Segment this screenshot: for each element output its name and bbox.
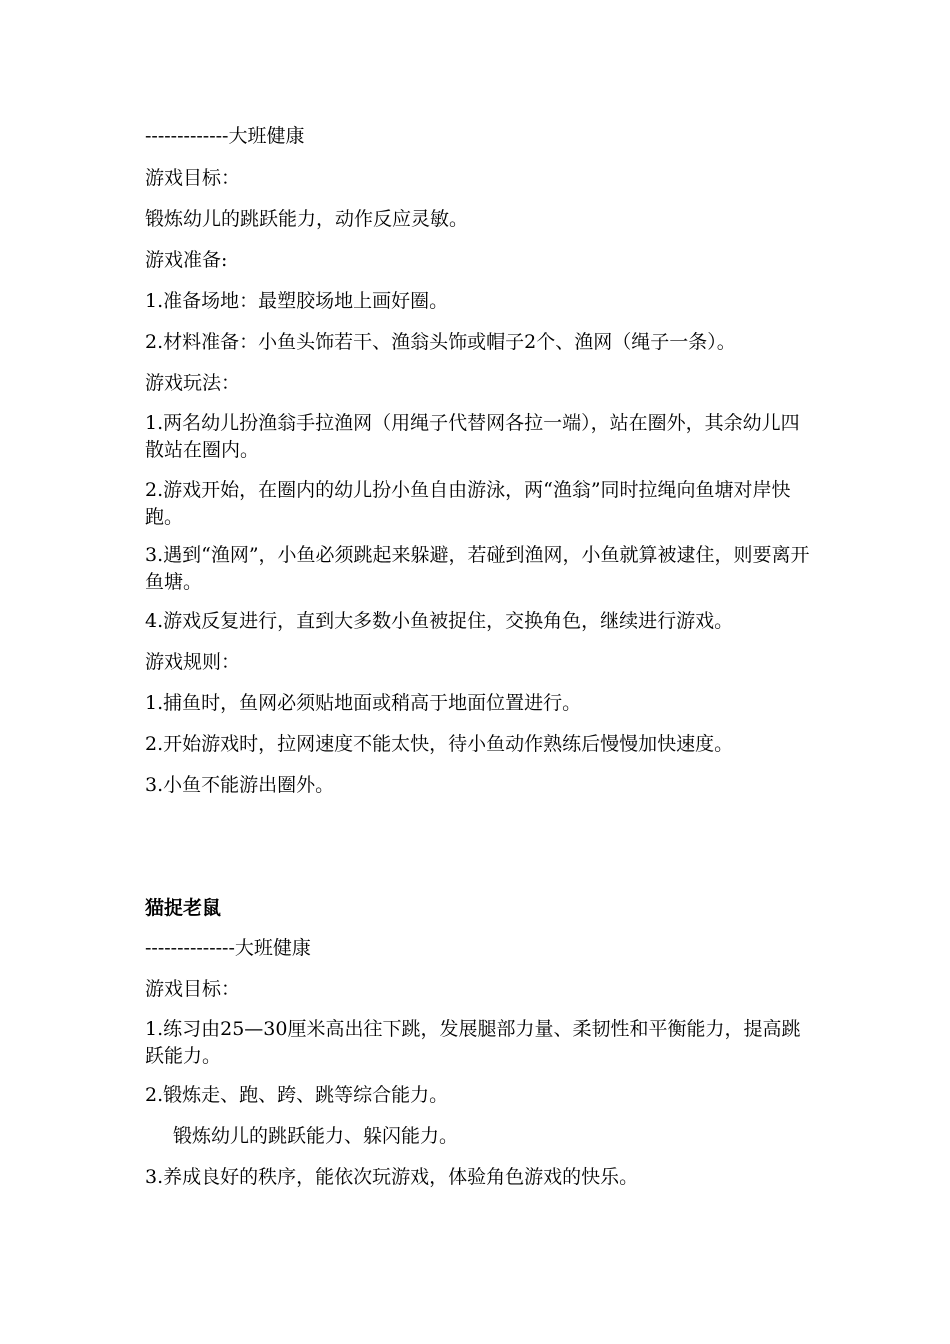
section2-goal-heading: 游戏目标： — [145, 978, 241, 1000]
section1-subtitle: -------------大班健康 — [145, 125, 305, 147]
section2-goal-item-1: 1.练习由25—30厘米高出往下跳，发展腿部力量、柔韧性和平衡能力，提高跳跃能力。 — [145, 1018, 801, 1067]
section1-rule-1: 1.捕鱼时，鱼网必须贴地面或稍高于地面位置进行。 — [145, 692, 582, 714]
section2-goal-item-2: 2.锻炼走、跑、跨、跳等综合能力。 — [145, 1084, 449, 1106]
section1-play-item-1: 1.两名幼儿扮渔翁手拉渔网（用绳子代替网各拉一端），站在圈外，其余幼儿四散站在圈内。 — [145, 412, 800, 461]
section1-prep-heading: 游戏准备: — [145, 249, 228, 271]
section2-goal-item-3: 3.养成良好的秩序，能依次玩游戏，体验角色游戏的快乐。 — [145, 1166, 639, 1188]
section2-title: 猫捉老鼠 — [145, 897, 222, 919]
section2-subtitle: --------------大班健康 — [145, 937, 311, 959]
section1-prep-item-1: 1.准备场地：最塑胶场地上画好圈。 — [145, 290, 449, 312]
section1-rule-2: 2.开始游戏时，拉网速度不能太快，待小鱼动作熟练后慢慢加快速度。 — [145, 733, 734, 755]
section1-prep-item-2: 2.材料准备：小鱼头饰若干、渔翁头饰或帽子2个、渔网（绳子一条）。 — [145, 331, 736, 353]
section1-goal-text: 锻炼幼儿的跳跃能力，动作反应灵敏。 — [145, 208, 469, 230]
section1-play-item-4: 4.游戏反复进行，直到大多数小鱼被捉住，交换角色，继续进行游戏。 — [145, 610, 734, 632]
section1-goal-heading: 游戏目标： — [145, 167, 241, 189]
section1-play-item-3: 3.遇到“渔网”，小鱼必须跳起来躲避，若碰到渔网，小鱼就算被逮住，则要离开鱼塘。 — [145, 544, 810, 593]
section2-goal-item-indented: 锻炼幼儿的跳跃能力、躲闪能力。 — [173, 1125, 459, 1147]
section1-rule-3: 3.小鱼不能游出圈外。 — [145, 774, 335, 796]
section1-rules-heading: 游戏规则： — [145, 651, 241, 673]
section1-play-item-2: 2.游戏开始，在圈内的幼儿扮小鱼自由游泳，两“渔翁”同时拉绳向鱼塘对岸快跑。 — [145, 479, 791, 528]
section1-play-heading: 游戏玩法： — [145, 372, 241, 394]
